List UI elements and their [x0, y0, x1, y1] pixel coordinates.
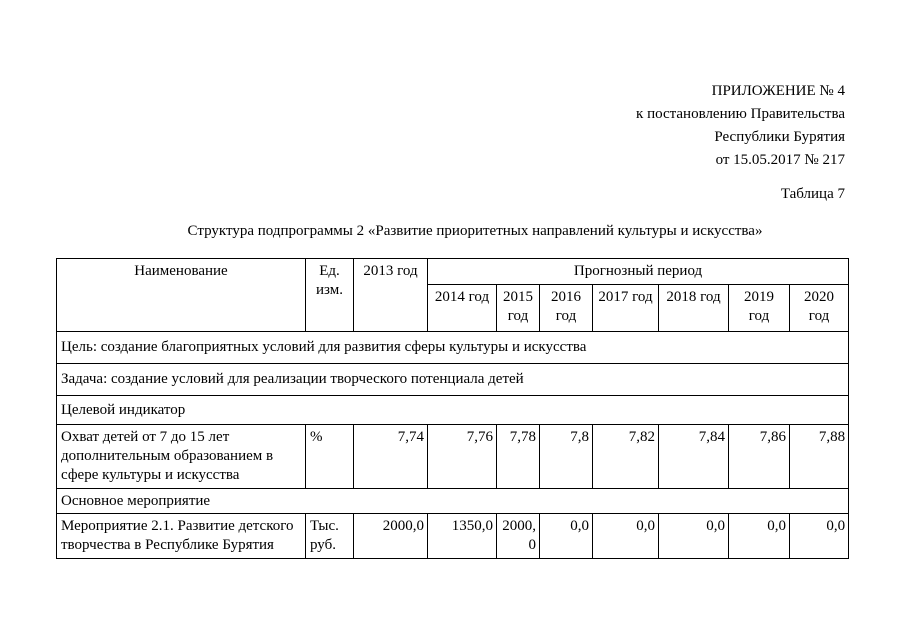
col-header-year-2018: 2018 год: [659, 285, 729, 332]
table-row-goal: [57, 332, 849, 364]
indicator-value-2017: 7,82: [593, 425, 659, 489]
col-header-forecast-period: Прогнозный период: [428, 259, 849, 285]
indicator-value-2014: 7,76: [428, 425, 497, 489]
appendix-header-line: от 15.05.2017 № 217: [715, 152, 845, 168]
table-row-task: [57, 364, 849, 396]
col-header-year-2015: 2015 год: [497, 285, 540, 332]
indicator-section-text: Целевой индикатор: [57, 396, 849, 425]
main-activity-section-text: Основное мероприятие: [57, 489, 849, 514]
goal-text: Цель: создание благоприятных условий для развития сферы культуры и искусства: [57, 332, 849, 364]
indicator-value-2016: 7,8: [540, 425, 593, 489]
indicator-value-2018: 7,84: [659, 425, 729, 489]
table-caption: Таблица 7: [780, 186, 845, 202]
table-row-indicator-section: [57, 396, 849, 425]
activity-value-2014: 1350,0: [428, 514, 497, 559]
col-header-year-2017: 2017 год: [593, 285, 659, 332]
task-text: Задача: создание условий для реализации творческого потенциала детей: [57, 364, 849, 396]
table-header-row-1: [57, 259, 849, 285]
activity-unit: Тыс. руб.: [306, 514, 354, 559]
col-header-year-2016: 2016 год: [540, 285, 593, 332]
activity-value-2017: 0,0: [593, 514, 659, 559]
indicator-value-2019: 7,86: [729, 425, 790, 489]
table-row-indicator-data: [57, 425, 849, 489]
appendix-header-line: к постановлению Правительства: [636, 106, 845, 122]
indicator-name: Охват детей от 7 до 15 лет дополнительным образованием в сфере культуры и искусства: [57, 425, 306, 489]
table-row-main-activity-section: [57, 489, 849, 514]
activity-value-2015: 2000,0: [497, 514, 540, 559]
activity-value-2019: 0,0: [729, 514, 790, 559]
col-header-year-2020: 2020 год: [790, 285, 849, 332]
table-row-activity-data: [57, 514, 849, 559]
indicator-value-2015: 7,78: [497, 425, 540, 489]
col-header-year-2019: 2019 год: [729, 285, 790, 332]
col-header-name: Наименование: [57, 259, 306, 332]
activity-value-2018: 0,0: [659, 514, 729, 559]
indicator-unit: %: [306, 425, 354, 489]
activity-name: Мероприятие 2.1. Развитие детского творчества в Республике Бурятия: [57, 514, 306, 559]
col-header-unit: Ед. изм.: [306, 259, 354, 332]
activity-value-2016: 0,0: [540, 514, 593, 559]
activity-value-2020: 0,0: [790, 514, 849, 559]
appendix-header-line: Республики Бурятия: [714, 129, 845, 145]
activity-value-2013: 2000,0: [354, 514, 428, 559]
col-header-year-2014: 2014 год: [428, 285, 497, 332]
indicator-value-2013: 7,74: [354, 425, 428, 489]
appendix-header: [636, 80, 845, 172]
document-title: Структура подпрограммы 2 «Развитие приоритетных направлений культуры и искусства»: [187, 223, 763, 239]
col-header-year-2013: 2013 год: [354, 259, 428, 332]
program-structure-table: [56, 258, 849, 559]
indicator-value-2020: 7,88: [790, 425, 849, 489]
appendix-header-line: ПРИЛОЖЕНИЕ № 4: [711, 83, 845, 99]
